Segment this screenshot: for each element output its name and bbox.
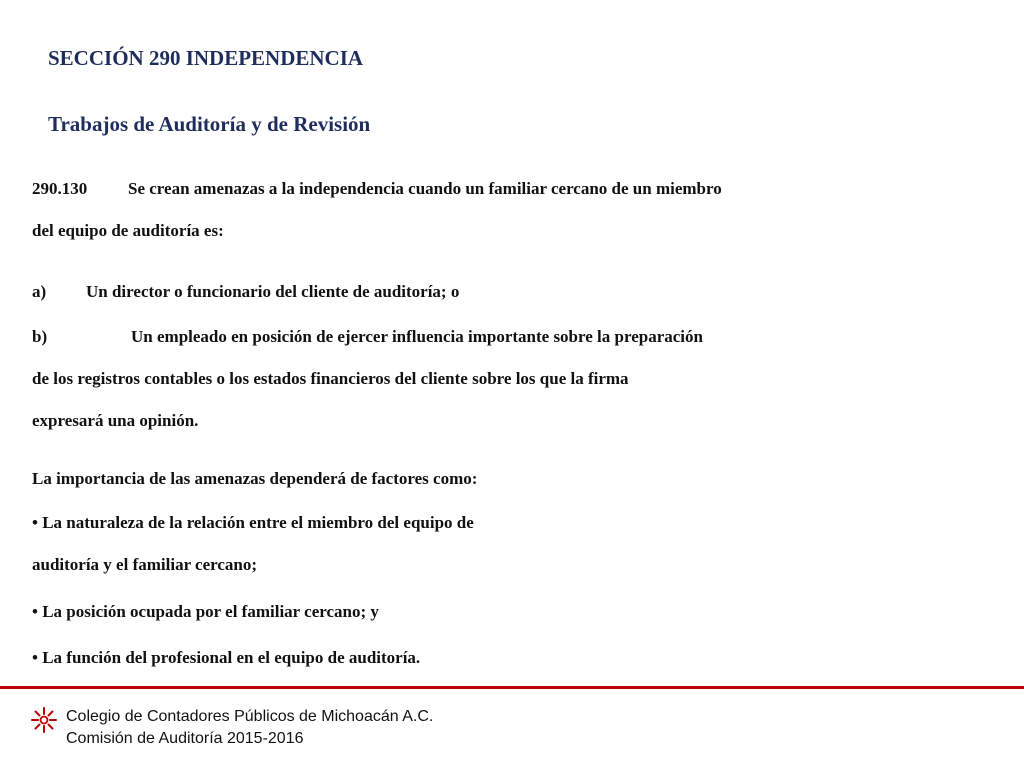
- footer-organization: Colegio de Contadores Públicos de Michoacán A.C.: [66, 708, 434, 725]
- item-b-line-3: expresará una opinión.: [32, 411, 199, 430]
- paragraph-line-1: [32, 168, 942, 210]
- paragraph-text-1: Se crean amenazas a la independencia cuando un familiar cercano de un miembro: [128, 179, 722, 198]
- paragraph-290-130: [32, 168, 942, 252]
- bullet-item-3: • La función del profesional en el equipo de auditoría.: [32, 648, 421, 667]
- item-b-line-1: [32, 316, 942, 358]
- footer-commission: Comisión de Auditoría 2015-2016: [66, 730, 304, 747]
- bullet-1-line-2: auditoría y el familiar cercano;: [32, 555, 258, 574]
- item-b-text-1: Un empleado en posición de ejercer influencia importante sobre la preparación: [131, 327, 703, 346]
- factors-intro: La importancia de las amenazas dependerá de factores como:: [32, 469, 478, 488]
- item-b-label: b): [32, 327, 48, 346]
- list-item-b: [32, 316, 942, 442]
- item-b-line-2: de los registros contables o los estados financieros del cliente sobre los que la firma: [32, 369, 629, 388]
- item-a-label: a): [32, 282, 47, 301]
- paragraph-line-2: del equipo de auditoría es:: [32, 221, 224, 240]
- item-a-text: Un director o funcionario del cliente de auditoría; o: [86, 282, 460, 301]
- footer: [66, 706, 433, 750]
- section-subtitle: Trabajos de Auditoría y de Revisión: [48, 112, 371, 136]
- paragraph-number: 290.130: [32, 179, 88, 198]
- bullet-1-line-1: • La naturaleza de la relación entre el miembro del equipo de: [32, 513, 474, 532]
- section-title: SECCIÓN 290 INDEPENDENCIA: [48, 46, 364, 70]
- college-emblem-icon: [30, 706, 58, 734]
- footer-divider: [0, 686, 1024, 689]
- list-item-a: [32, 271, 942, 313]
- bullet-item-1: [32, 502, 942, 586]
- bullet-item-2: • La posición ocupada por el familiar cercano; y: [32, 602, 379, 621]
